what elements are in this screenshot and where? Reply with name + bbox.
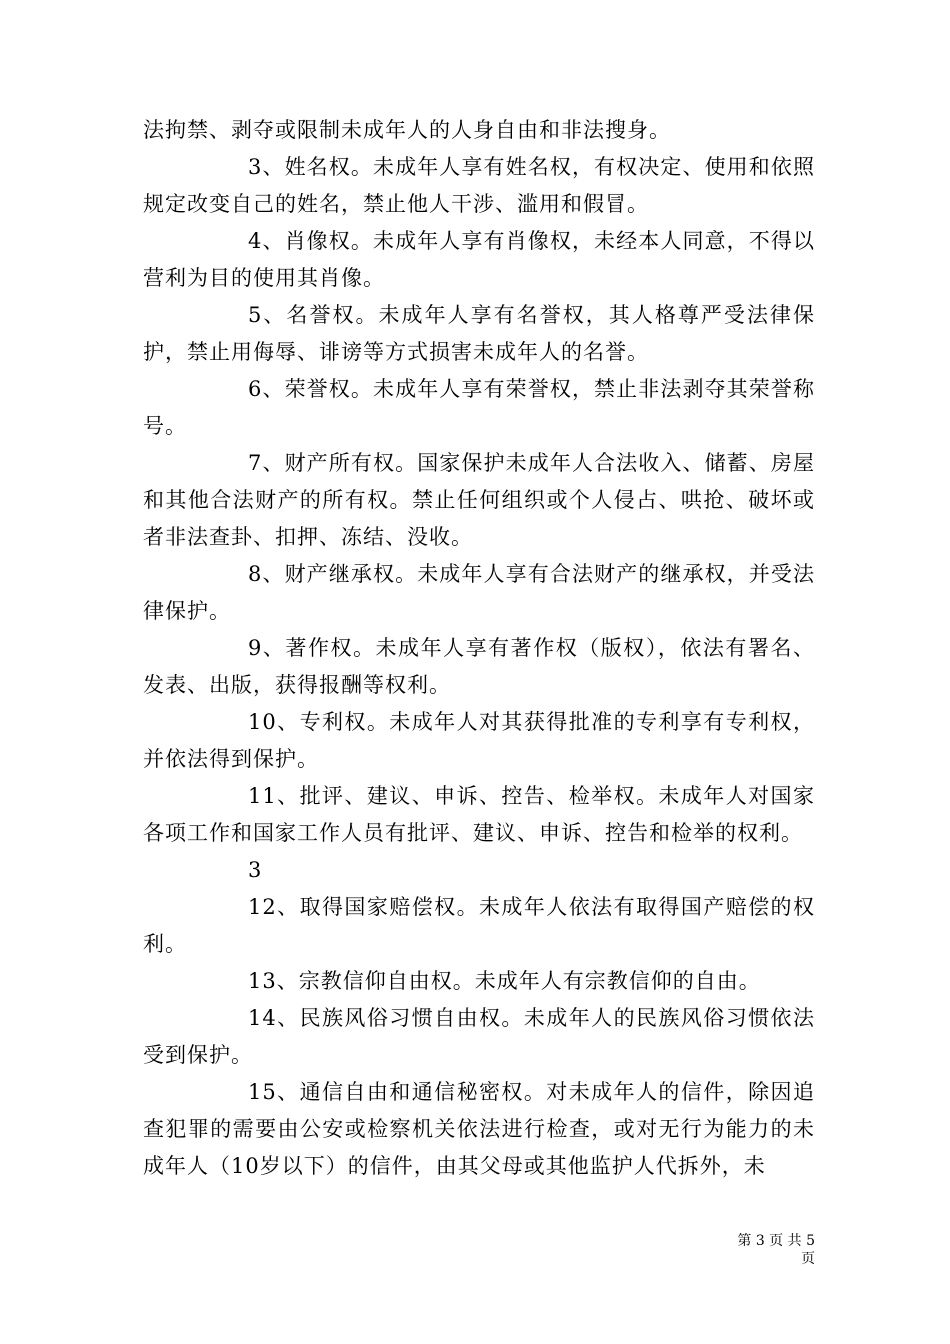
paragraph: 7、财产所有权。国家保护未成年人合法收入、储蓄、房屋和其他合法财产的所有权。禁止任何组织或个人侵占、哄抢、破坏或者非法查卦、扣押、冻结、没收。 [143, 451, 815, 549]
paragraph: 15、通信自由和通信秘密权。对未成年人的信件，除因追查犯罪的需要由公安或检察机关依法进行检查，或对无行为能力的未成年人（10岁以下）的信件，由其父母或其他监护人代拆外，未 [143, 1080, 815, 1178]
paragraph: 14、民族风俗习惯自由权。未成年人的民族风俗习惯依法受到保护。 [143, 1006, 815, 1067]
document-body [143, 112, 815, 1185]
paragraph: 4、肖像权。未成年人享有肖像权，未经本人同意，不得以营利为目的使用其肖像。 [143, 229, 815, 290]
paragraph: 9、著作权。未成年人享有著作权（版权），依法有署名、发表、出版，获得报酬等权利。 [143, 636, 815, 697]
section-number: 3 [248, 858, 263, 882]
paragraph: 13、宗教信仰自由权。未成年人有宗教信仰的自由。 [248, 969, 761, 993]
paragraph: 5、名誉权。未成年人享有名誉权，其人格尊严受法律保护，禁止用侮辱、诽谤等方式损害未成年人的名誉。 [143, 303, 815, 364]
page-number-footer: 第 3 页 共 5 页 [737, 1233, 815, 1267]
paragraph: 法拘禁、剥夺或限制未成年人的人身自由和非法搜身。 [143, 118, 671, 142]
paragraph: 3、姓名权。未成年人享有姓名权，有权决定、使用和依照规定改变自己的姓名，禁止他人干涉、滥用和假冒。 [143, 155, 815, 216]
paragraph: 10、专利权。未成年人对其获得批准的专利享有专利权，并依法得到保护。 [143, 710, 815, 771]
paragraph: 6、荣誉权。未成年人享有荣誉权，禁止非法剥夺其荣誉称号。 [143, 377, 815, 438]
paragraph: 8、财产继承权。未成年人享有合法财产的继承权，并受法律保护。 [143, 562, 815, 623]
paragraph: 11、批评、建议、申诉、控告、检举权。未成年人对国家各项工作和国家工作人员有批评、建议、申诉、控告和检举的权利。 [143, 784, 815, 845]
paragraph: 12、取得国家赔偿权。未成年人依法有取得国产赔偿的权利。 [143, 895, 815, 956]
